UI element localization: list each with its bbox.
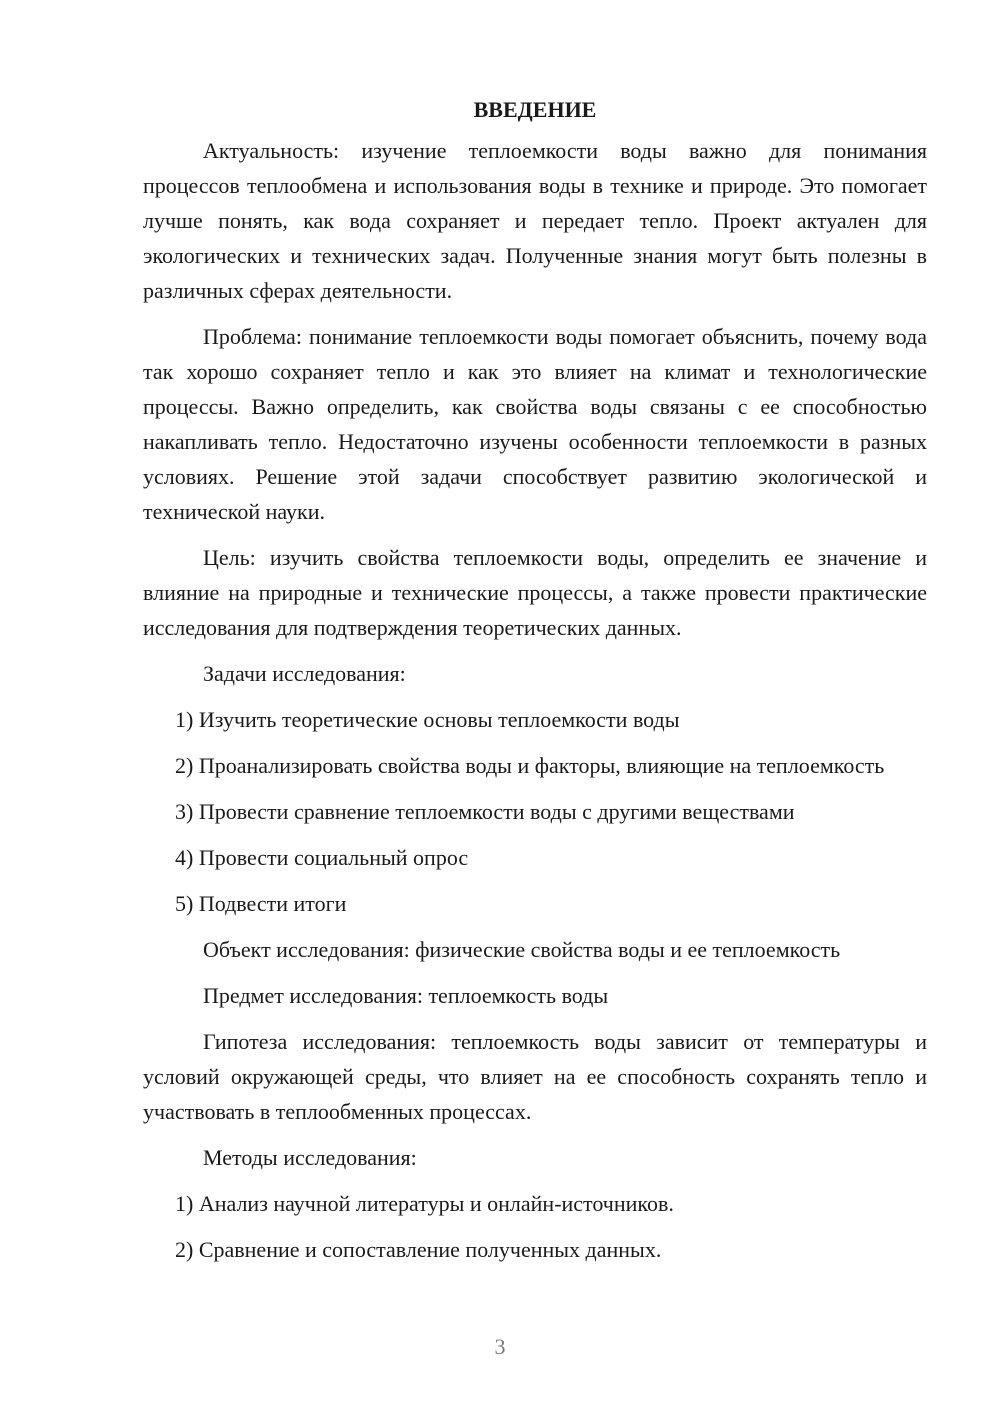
goal-paragraph: Цель: изучить свойства теплоемкости воды, определить ее значение и влияние на природные и технические процессы, а также провести практические исследования для подтверждения теоретических данных. [143,545,927,640]
task-item: 5) Подвести итоги [175,891,347,916]
method-item: 2) Сравнение и сопоставление полученных данных. [175,1237,662,1262]
task-item: 3) Провести сравнение теплоемкости воды с другими веществами [175,799,795,824]
task-item: 1) Изучить теоретические основы теплоемкости воды [175,707,680,732]
method-item: 1) Анализ научной литературы и онлайн-источников. [175,1191,674,1216]
task-item: 2) Проанализировать свойства воды и факторы, влияющие на теплоемкость [175,753,885,778]
page-number: 3 [494,1334,506,1359]
section-title: ВВЕДЕНИЕ [473,97,597,122]
methods-heading: Методы исследования: [203,1145,417,1170]
subject-line: Предмет исследования: теплоемкость воды [203,983,609,1008]
tasks-heading: Задачи исследования: [203,661,406,686]
task-item: 4) Провести социальный опрос [175,845,469,870]
problem-paragraph: Проблема: понимание теплоемкости воды помогает объяснить, почему вода так хорошо сохраняет тепло и как это влияет на климат и технологические процессы. Важно определить, как свойства воды связаны с ее способностью накапливать тепло. Недостаточно изучены особенности теплоемкости в разных условиях. Решение этой задачи способствует развитию экологической и технической науки. [143,324,927,524]
hypothesis-paragraph: Гипотеза исследования: теплоемкость воды зависит от температуры и условий окружающей среды, что влияет на ее способность сохранять тепло и участвовать в теплообменных процессах. [143,1029,927,1124]
relevance-paragraph: Актуальность: изучение теплоемкости воды важно для понимания процессов теплообмена и использования воды в технике и природе. Это помогает лучше понять, как вода сохраняет и передает тепло. Проект актуален для экологических и технических задач. Полученные знания могут быть полезны в различных сферах деятельности. [143,138,927,303]
page-body [143,92,927,1278]
object-line: Объект исследования: физические свойства воды и ее теплоемкость [203,937,841,962]
